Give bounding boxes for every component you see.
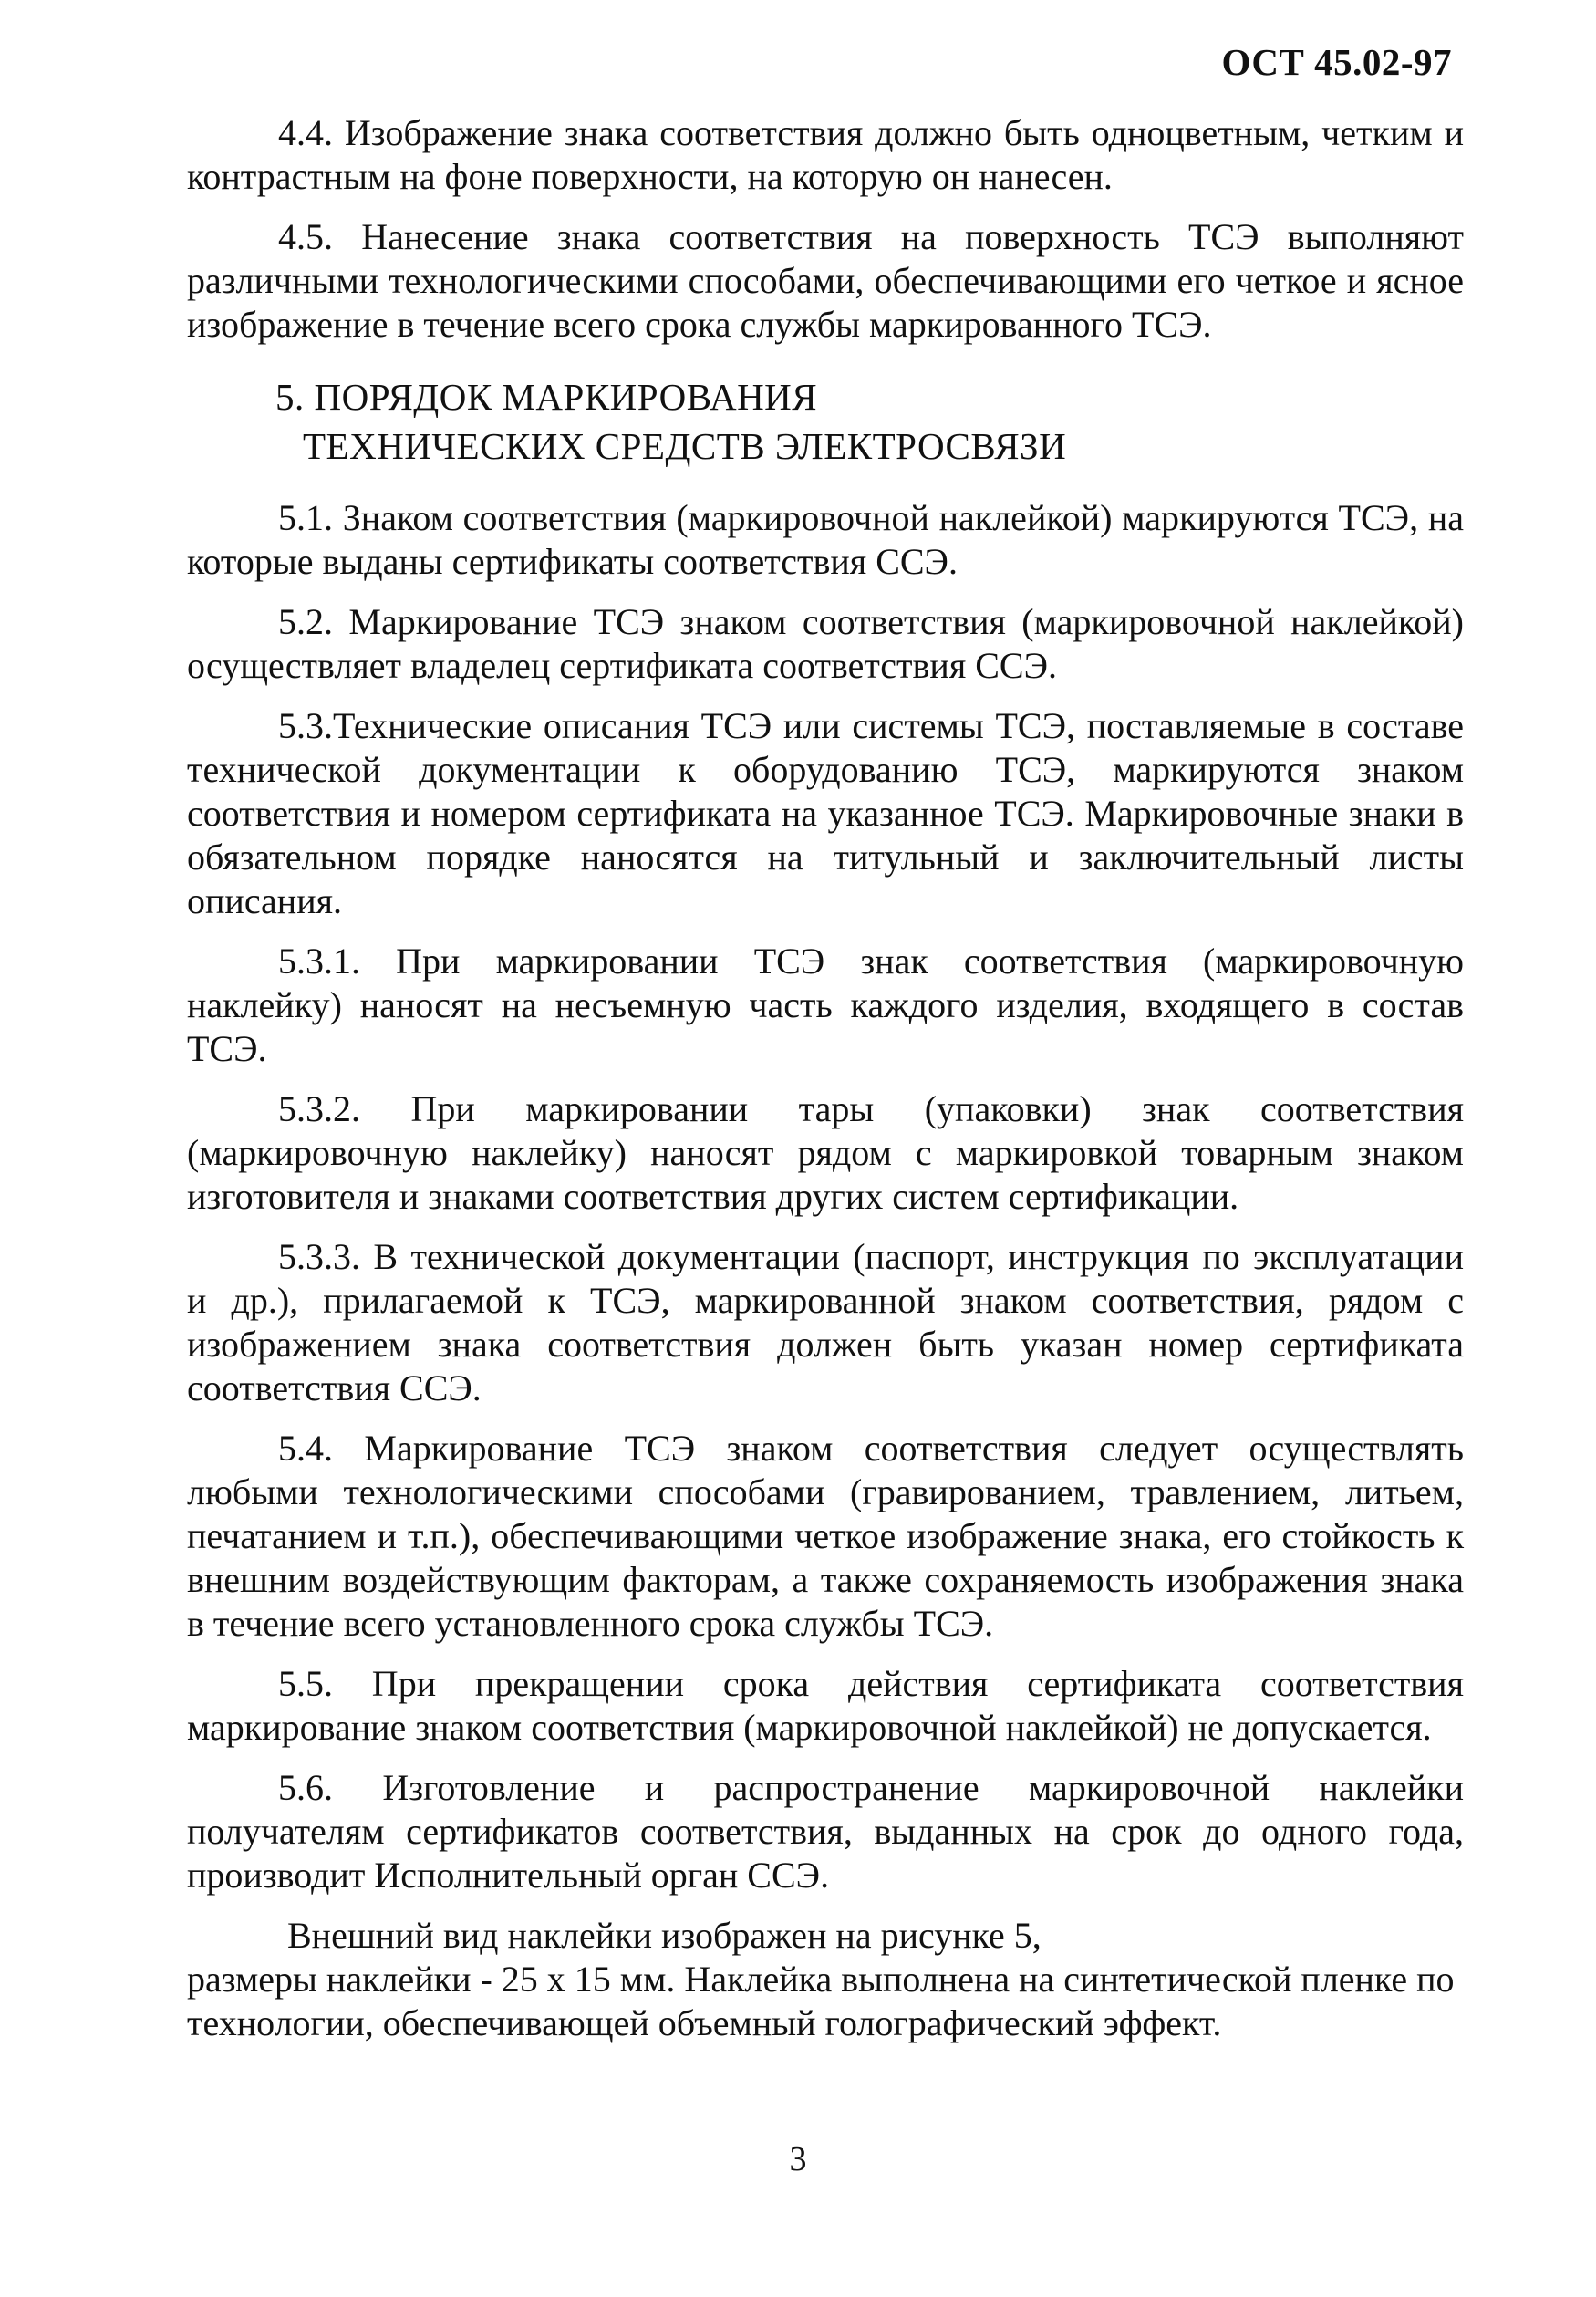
section-5-heading	[187, 372, 1464, 471]
sticker-description-rest: размеры наклейки - 25 х 15 мм. Наклейка выполнена на синтетической пленке по технологии, обеспечивающей объемный голографический эффект.	[187, 1959, 1455, 2043]
paragraph-4-5: 4.5. Нанесение знака соответствия на поверхность ТСЭ выполняют различными технологическими способами, обеспечивающими его четкое и ясное изображение в течение всего срока службы маркированного ТСЭ.	[187, 216, 1464, 345]
paragraph-5-3-3: 5.3.3. В технической документации (паспорт, инструкция по эксплуатации и др.), прилагаемой к ТСЭ, маркированной знаком соответствия, рядом с изображением знака соответствия должен быть указан номер сертификата соответствия ССЭ.	[187, 1236, 1464, 1408]
section-heading-line-2: ТЕХНИЧЕСКИХ СРЕДСТВ ЭЛЕКТРОСВЯЗИ	[303, 425, 1067, 467]
sticker-description	[187, 1914, 1464, 2045]
paragraph-5-3-2: 5.3.2. При маркировании тары (упаковки) знак соответствия (маркировочную наклейку) наносят рядом с маркировкой товарным знаком изготовителя и знаками соответствия других систем сертификации.	[187, 1088, 1464, 1217]
page-number: 3	[789, 2140, 807, 2178]
paragraph-5-4: 5.4. Маркирование ТСЭ знаком соответствия следует осуществлять любыми технологическими способами (гравированием, травлением, литьем, печатанием и т.п.), обеспечивающими четкое изображение знака, его стойкость к внешним воздействующим факторам, а также сохраняемость изображения знака в течение всего установленного срока службы ТСЭ.	[187, 1428, 1464, 1644]
sticker-description-line-1: Внешний вид наклейки изображен на рисунке 5,	[287, 1915, 1042, 1956]
document-body	[187, 111, 1464, 2045]
paragraph-5-6: 5.6. Изготовление и распространение маркировочной наклейки получателям сертификатов соответствия, выданных на срок до одного года, производит Исполнительный орган ССЭ.	[187, 1767, 1464, 1896]
paragraph-5-3: 5.3.Технические описания ТСЭ или системы ТСЭ, поставляемые в составе технической документации к оборудованию ТСЭ, маркируются знаком соответствия и номером сертификата на указанное ТСЭ. Маркировочные знаки в обязательном порядке наносятся на титульный и заключительный листы описания.	[187, 705, 1464, 921]
document-code: ОСТ 45.02-97	[1221, 41, 1452, 83]
paragraph-5-2: 5.2. Маркирование ТСЭ знаком соответствия (маркировочной наклейкой) осуществляет владелец сертификата соответствия ССЭ.	[187, 601, 1464, 686]
paragraph-5-1: 5.1. Знаком соответствия (маркировочной наклейкой) маркируются ТСЭ, на которые выданы сертификаты соответствия ССЭ.	[187, 497, 1464, 582]
paragraph-4-4: 4.4. Изображение знака соответствия должно быть одноцветным, четким и контрастным на фоне поверхности, на которую он нанесен.	[187, 112, 1464, 197]
paragraph-5-3-1: 5.3.1. При маркировании ТСЭ знак соответствия (маркировочную наклейку) наносят на несъемную часть каждого изделия, входящего в состав ТСЭ.	[187, 941, 1464, 1069]
paragraph-5-5: 5.5. При прекращении срока действия сертификата соответствия маркирование знаком соответствия (маркировочной наклейкой) не допускается.	[187, 1663, 1464, 1748]
section-heading-line-1: 5. ПОРЯДОК МАРКИРОВАНИЯ	[275, 376, 818, 418]
